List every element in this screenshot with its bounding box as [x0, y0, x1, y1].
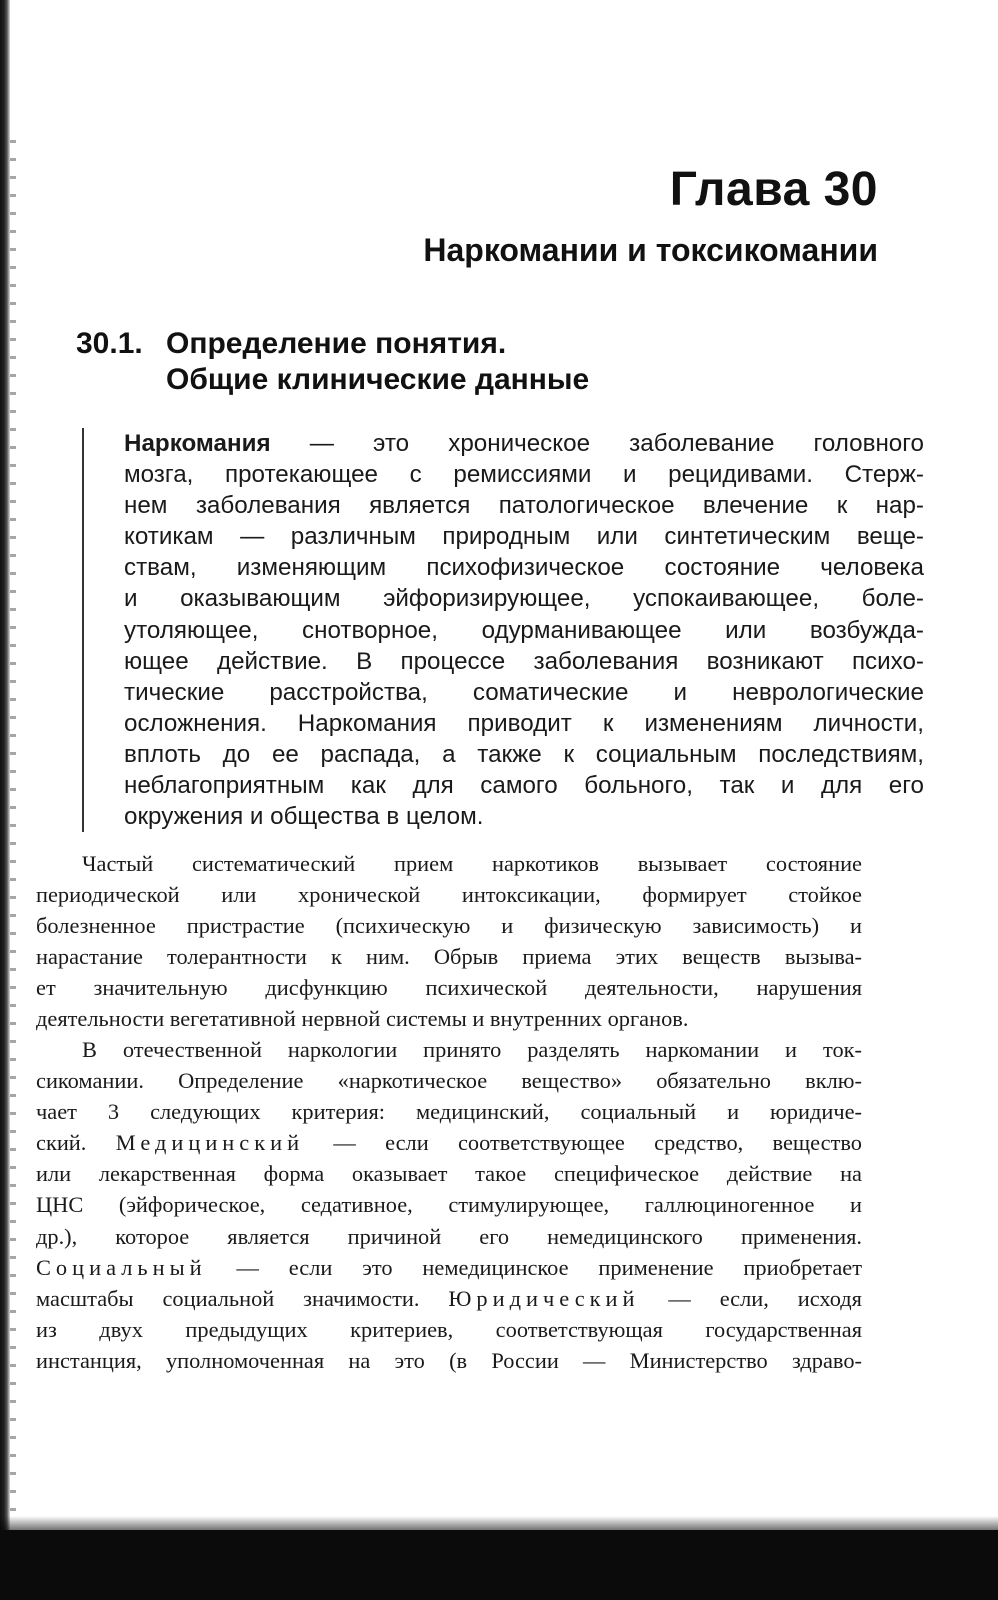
- paragraph-line: Частый систематический прием наркотиков вызывает состояние: [82, 851, 862, 876]
- chapter-title: Наркомании и токсикомании: [423, 232, 878, 268]
- paragraph-line: инстанция, уполномоченная на это (в России — Министерство здраво-: [36, 1347, 862, 1373]
- definition-line: и оказывающим эйфоризирующее, успокаивающее, боле-: [124, 585, 924, 613]
- spaced-term-legal: Юридический: [448, 1285, 640, 1311]
- definition-line: ющее действие. В процессе заболевания возникают психо-: [124, 647, 924, 675]
- paragraph-line: или лекарственная форма оказывает такое специфическое действие на: [36, 1161, 862, 1187]
- paragraph-line: ский. Медицинский — если соответствующее средство, вещество: [36, 1130, 862, 1156]
- definition-line: нем заболевания является патологическое влечение к нар-: [124, 492, 924, 520]
- paragraph-line: чает 3 следующих критерия: медицинский, социальный и юридиче-: [36, 1099, 862, 1125]
- paragraph-line: из двух предыдущих критериев, соответствующая государственная: [36, 1316, 862, 1342]
- definition-line: окружения и общества в целом.: [124, 803, 484, 831]
- section-title-line1: Определение понятия.: [166, 327, 507, 360]
- paragraph-1: [36, 848, 862, 1035]
- paragraph-2: [36, 1034, 862, 1376]
- paragraph-line: Социальный — если это немедицинское применение приобретает: [36, 1254, 862, 1280]
- paragraph-line: периодической или хронической интоксикации, формирует стойкое: [36, 882, 862, 908]
- spaced-term-medical: Медицинский: [115, 1130, 305, 1156]
- paragraph-line: ет значительную дисфункцию психической деятельности, нарушения: [36, 975, 862, 1001]
- spaced-term-social: Социальный: [36, 1254, 207, 1280]
- definition-line: осложнения. Наркомания приводит к изменениям личности,: [124, 709, 924, 737]
- chapter-heading: [423, 160, 878, 272]
- chapter-number: Глава 30: [669, 163, 878, 216]
- section-heading: [76, 326, 589, 398]
- section-number: 30.1.: [76, 327, 143, 360]
- paragraph-line: деятельности вегетативной нервной системы и внутренних органов.: [36, 1006, 689, 1032]
- definition-line: вплоть до ее распада, а также к социальным последствиям,: [124, 740, 924, 768]
- definition-line: неблагоприятным как для самого больного, так и для его: [124, 772, 924, 800]
- definition-block: [82, 428, 924, 832]
- paragraph-line: др.), которое является причиной его немедицинского применения.: [36, 1223, 862, 1249]
- scan-bottom-shadow: [0, 1530, 998, 1600]
- paragraph-line: масштабы социальной значимости. Юридический — если, исходя: [36, 1285, 862, 1311]
- definition-line: мозга, протекающее с ремиссиями и рецидивами. Стерж-: [124, 461, 924, 489]
- definition-line: ствам, изменяющим психофизическое состояние человека: [124, 554, 924, 582]
- scan-left-edge: [0, 0, 10, 1540]
- definition-line: тические расстройства, соматические и неврологические: [124, 678, 924, 706]
- paragraph-line: нарастание толерантности к ним. Обрыв приема этих веществ вызыва-: [36, 944, 862, 970]
- paragraph-line: болезненное пристрастие (психическую и физическую зависимость) и: [36, 913, 862, 939]
- section-title-line2: Общие клинические данные: [166, 363, 590, 396]
- paragraph-line: сикомании. Определение «наркотическое вещество» обязательно вклю-: [36, 1068, 862, 1094]
- definition-line: котикам — различным природным или синтетическим веще-: [124, 523, 924, 551]
- definition-line: Наркомания — это хроническое заболевание головного: [124, 430, 924, 457]
- paragraph-line: В отечественной наркологии принято разделять наркомании и ток-: [82, 1037, 862, 1062]
- definition-term: Наркомания: [124, 430, 271, 457]
- paragraph-line: ЦНС (эйфорическое, седативное, стимулирующее, галлюциногенное и: [36, 1192, 862, 1218]
- definition-line: утоляющее, снотворное, одурманивающее или возбужда-: [124, 616, 924, 644]
